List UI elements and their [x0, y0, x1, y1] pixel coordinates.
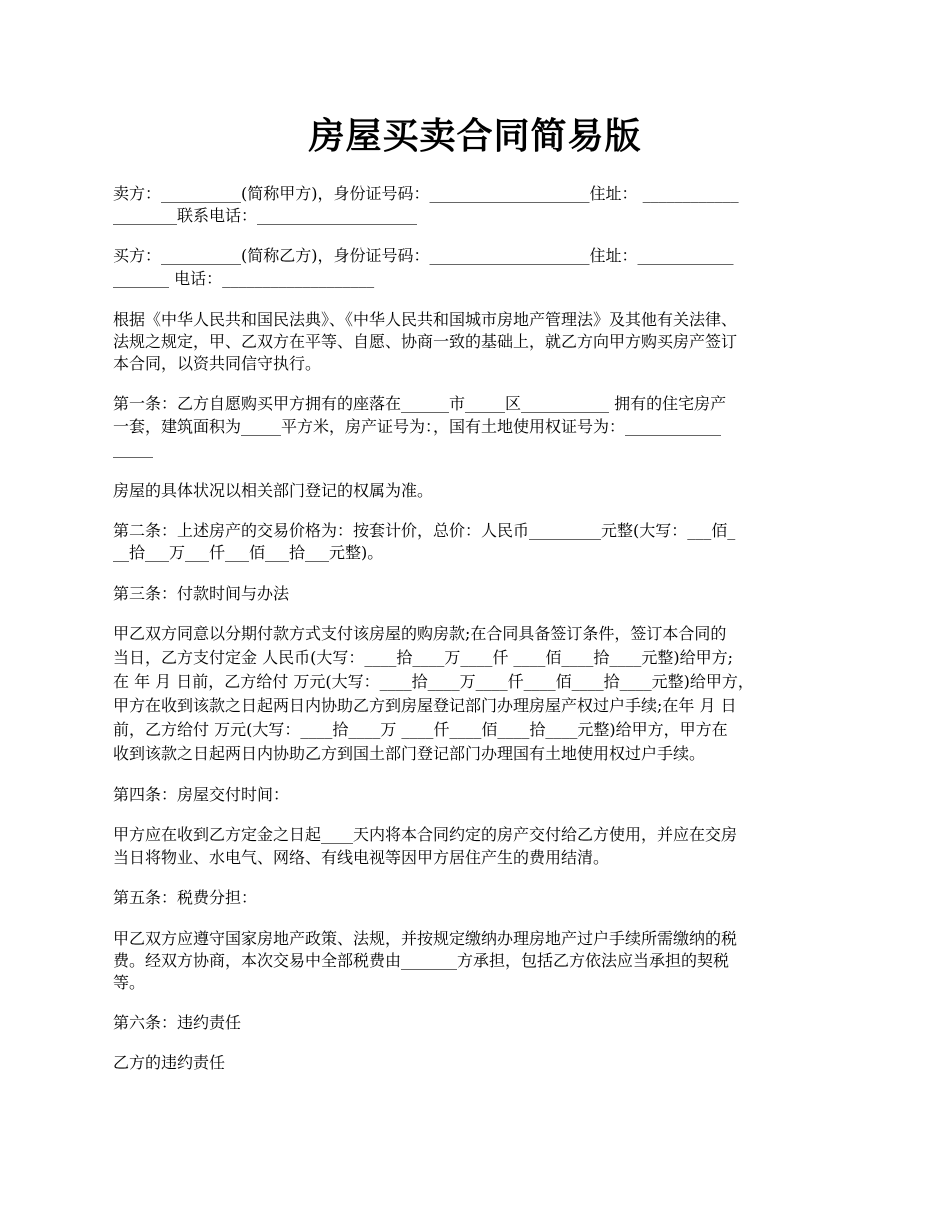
article-2-line-2: __拾___万___仟___佰___拾___元整)。 [113, 543, 384, 562]
article-1-line-3: _____ [113, 439, 153, 458]
preamble-line-1: 根据《中华人民共和国民法典》、《中华人民共和国城市房地产管理法》及其他有关法律、 [113, 310, 738, 329]
article-1-line-2: 一套，建筑面积为_____平方米，房产证号为：，国有土地使用权证号为：____________ [113, 417, 722, 436]
buyer-liability-heading: 乙方的违约责任 [113, 1053, 226, 1072]
article-3-line-1: 甲乙双方同意以分期付款方式支付该房屋的购房款;在合同具备签订条件，签订本合同的 [113, 624, 727, 643]
preamble-line-2: 法规之规定，甲、乙双方在平等、自愿、协商一致的基础上，就乙方向甲方购买房产签订 [113, 332, 738, 351]
article-4-line-2: 当日将物业、水电气、网络、有线电视等因甲方居住产生的费用结清。 [113, 848, 610, 867]
seller-line-2: ________联系电话：____________________ [113, 206, 418, 225]
article-4-heading: 第四条：房屋交付时间： [113, 785, 290, 804]
article-5-heading: 第五条：税费分担： [113, 888, 258, 907]
buyer-line-2: _______ 电话：___________________ [113, 269, 375, 288]
article-5-line-1: 甲乙双方应遵守国家房地产政策、法规，并按规定缴纳办理房地产过户手续所需缴纳的税 [113, 929, 738, 948]
property-status-line: 房屋的具体状况以相关部门登记的权属为准。 [113, 481, 434, 500]
article-2-line-1: 第二条：上述房产的交易价格为：按套计价，总价：人民币_________元整(大写：___佰_ [113, 521, 736, 540]
article-3-line-4: 甲方在收到该款之日起两日内协助乙方到房屋登记部门办理房屋产权过户手续;在年 月 日 [113, 696, 737, 715]
preamble-line-3: 本合同，以资共同信守执行。 [113, 354, 322, 373]
article-3-line-3: 在 年 月 日前，乙方给付 万元(大写：____拾____万____仟____佰____拾____元整)给甲方， [113, 672, 754, 691]
document-title: 房屋买卖合同简易版 [308, 115, 642, 157]
buyer-line-1: 买方：__________(简称乙方)，身份证号码：____________________住址：____________ [113, 246, 734, 265]
article-3-line-5: 前，乙方给付 万元(大写：____拾____万 ____仟____佰____拾____元整)给甲方，甲方在 [113, 720, 728, 739]
article-3-line-6: 收到该款之日起两日内协助乙方到国土部门登记部门办理国有土地使用权过户手续。 [113, 744, 706, 763]
article-6-heading: 第六条：违约责任 [113, 1013, 242, 1032]
article-1-line-1: 第一条：乙方自愿购买甲方拥有的座落在______市_____区___________ 拥有的住宅房产 [113, 394, 727, 413]
article-3-heading: 第三条：付款时间与办法 [113, 584, 290, 603]
article-5-line-3: 等。 [113, 973, 146, 992]
article-3-line-2: 当日，乙方支付定金 人民币(大写：____拾____万____仟 ____佰____拾____元整)给甲方; [113, 648, 734, 667]
article-4-line-1: 甲方应在收到乙方定金之日起____天内将本合同约定的房产交付给乙方使用，并应在交房 [113, 825, 738, 844]
article-5-line-2: 费。经双方协商，本次交易中全部税费由_______方承担，包括乙方依法应当承担的契税 [113, 951, 730, 970]
seller-line-1: 卖方：__________(简称甲方)，身份证号码：____________________住址： ____________ [113, 184, 739, 203]
